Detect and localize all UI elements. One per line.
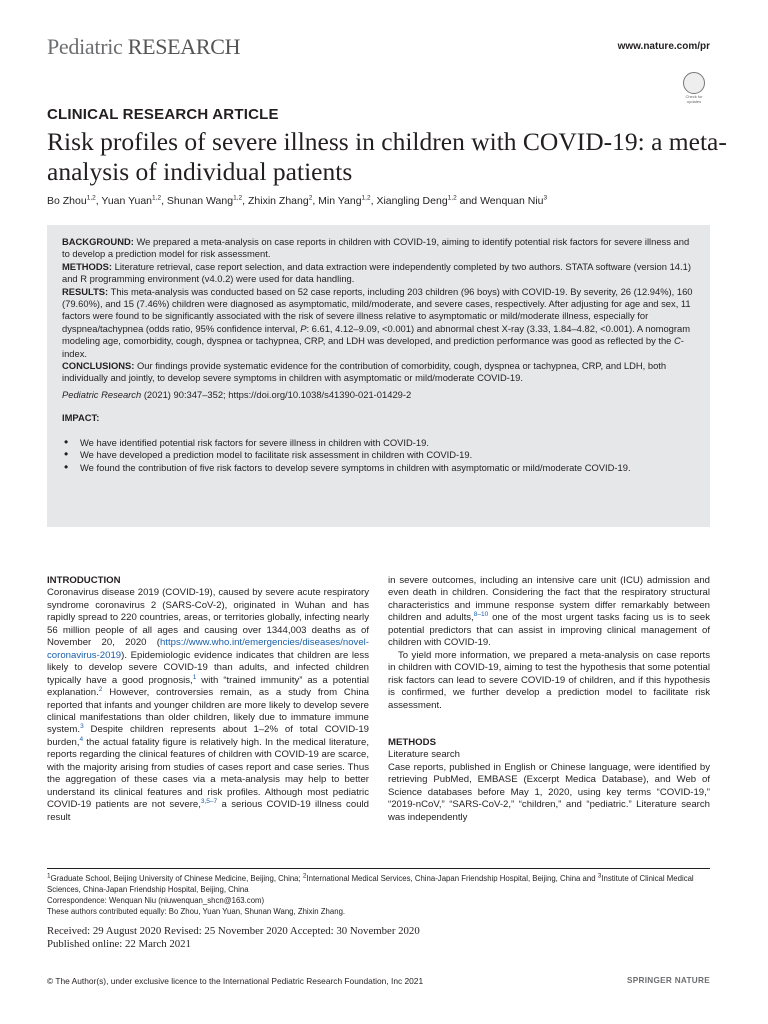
author-affiliation: 1,2: [233, 194, 243, 202]
body-text: one of the most urgent tasks facing us is to seek potential predictors that can assist in improving clinical management of children with COVID-19.: [388, 612, 710, 649]
results-c-symbol: C: [674, 335, 681, 347]
reference-link[interactable]: 3,5–7: [200, 797, 218, 805]
abstract-results: [62, 286, 698, 360]
reference-link[interactable]: 2: [98, 685, 103, 693]
author-affiliation: 2: [308, 194, 313, 202]
results-p-symbol: P: [300, 322, 307, 334]
body-text: a serious COVID-19 illness could result: [47, 799, 369, 823]
reference-link[interactable]: 3: [80, 723, 84, 731]
author: Xiangling Deng: [376, 195, 448, 207]
abstract-citation: [62, 389, 698, 401]
reference-link[interactable]: 4: [79, 735, 84, 743]
check-for-updates-badge[interactable]: [681, 72, 707, 104]
impact-heading: IMPACT:: [62, 412, 100, 424]
background-text: We prepared a meta-analysis on case reports in children with COVID-19, aiming to identify potential risk factors for severe illness and to develop a prediction model for risk assessment.: [62, 236, 690, 260]
body-text: Despite children represents about 1–2% of total COVID-19 burden,: [47, 724, 369, 748]
affiliation-number: 1: [47, 872, 51, 880]
journal-website[interactable]: www.nature.com/pr: [617, 41, 710, 52]
author-affiliation: 3: [543, 194, 548, 202]
author: Wenquan Niu: [480, 195, 544, 207]
affiliation-number: 2: [302, 872, 307, 880]
literature-search-text: Case reports, published in English or Chinese language, were identified by retrieving PubMed, EMBASE (Excerpt Medica Database), and Web of Science databases before May 1, 2020, using key terms “COVID-19,” “2019-nCoV,” “SARS-CoV-2,” “children,” and “pediatric.” Literature search was independently: [388, 761, 710, 823]
check-updates-icon: [683, 72, 705, 94]
results-label: RESULTS:: [62, 285, 109, 297]
body-column-left: [47, 575, 369, 824]
article-title: Risk profiles of severe illness in children with COVID-19: a meta-analysis of individual patients: [47, 127, 727, 186]
impact-item: • We have developed a prediction model to facilitate risk assessment in children with COVID-19.: [62, 449, 698, 461]
who-link[interactable]: https://www.who.int/emergencies/diseases/novel-coronavirus-2019: [47, 637, 369, 661]
affiliation-text: Graduate School, Beijing University of Chinese Medicine, Beijing, China;: [50, 874, 303, 883]
copyright-notice: © The Author(s), under exclusive licence to the International Pediatric Research Foundation, Inc 2021: [47, 976, 424, 986]
introduction-paragraph-2: To yield more information, we prepared a meta-analysis on case reports in children with COVID-19, aiming to test the hypothesis that some potential risk factors can lead to severe COVID-19 of children, and if this hypothesis is confirmed, we further develop a prediction model to facilitate risk assessment.: [388, 649, 710, 711]
introduction-heading: INTRODUCTION: [47, 575, 121, 586]
introduction-paragraph-1: [47, 587, 369, 824]
article-dates: [47, 925, 420, 951]
author-affiliation: 1,2: [86, 194, 96, 202]
authors-and: and: [459, 195, 478, 207]
body-text: with “trained immunity” as a potential explanation.: [47, 674, 370, 699]
journal-name: [47, 34, 240, 60]
methods-label: METHODS:: [62, 260, 112, 272]
body-text: ). Epidemiologic evidence indicates that children are less likely to develop severe COVID-19 than adults, and infected children typically have a good prognosis,: [47, 649, 369, 686]
affiliation-text: Institute of Clinical Medical Sciences, China-Japan Friendship Hospital, Beijing, China: [47, 874, 694, 894]
results-text: This meta-analysis was conducted based on 52 case reports, including 203 children (96 boys) with COVID-19. By severity, 26 (12.94%), 160 (79.60%), and 15 (7.46%) children were diagnosed as asymptomatic, mild/moderate, and severe cases, respectively. After adjusting for age and sex, 11 factors were found to be significantly associated with the risk of severe illness relative to asymptomatic or mild/moderate illness, especially for dyspnea/tachypnea (odds ratio, 95% confidence interval,: [62, 285, 693, 334]
correspondence: Correspondence: Wenquan Niu (niuwenquan_shcn@163.com): [47, 896, 265, 905]
article-category: CLINICAL RESEARCH ARTICLE: [47, 106, 279, 123]
author: Yuan Yuan: [101, 195, 153, 207]
conclusions-text: Our findings provide systematic evidence for the contribution of comorbidity, cough, dyspnea or tachypnea, CRP, and LDH, both individually and jointly, to develop severe symptoms in children with asymptomatic or mild/moderate COVID-19.: [62, 360, 667, 384]
results-text: : 6.61, 4.12–9.09, <0.001) and abnormal chest X-ray (3.33, 1.84–4.82, <0.001). A nomogram modeling age, comorbidity, cough, dyspnea or tachypnea, CRP, and LDH was developed, and prediction performance was good as reflected by the: [62, 322, 691, 347]
body-text: However, controversies remain, as a study from China reported that infants and younger children are more likely to develop severe clinical manifestations than older children, likely due to immature immune system.: [47, 687, 369, 736]
abstract-methods: [62, 261, 698, 286]
author-affiliation: 1,2: [152, 194, 162, 202]
impact-list: [62, 437, 698, 474]
footnote-divider: [47, 868, 710, 869]
body-text: the actual fatality figure is relatively high. In the medical literature, reports regarding the clinical features of children with COVID-19 are scarce, with the majority arising from studies of cases report and case series. Thus the aggregation of these cases via a meta-analysis may help to better understand its clinical features and risk profiles. Although most pediatric COVID-19 patients are not severe,: [47, 736, 369, 811]
affiliation-text: International Medical Services, China-Japan Friendship Hospital, Beijing, China and: [306, 874, 598, 883]
results-text: -index.: [62, 335, 684, 359]
abstract-background: [62, 236, 698, 261]
citation-journal: Pediatric Research: [62, 388, 142, 400]
reference-link[interactable]: 8–10: [473, 611, 489, 619]
background-label: BACKGROUND:: [62, 236, 134, 247]
citation-doi[interactable]: (2021) 90:347–352; https://doi.org/10.1038/s41390-021-01429-2: [143, 388, 412, 400]
journal-prefix: Pediatric: [47, 34, 123, 59]
equal-contribution: These authors contributed equally: Bo Zhou, Yuan Yuan, Shunan Wang, Zhixin Zhang.: [47, 907, 346, 916]
published-date: Published online: 22 March 2021: [47, 938, 191, 950]
check-updates-label: Check for updates: [685, 94, 703, 104]
author: Min Yang: [318, 195, 362, 207]
abstract-conclusions: [62, 360, 698, 385]
author-list: Bo Zhou$^{1,2}$, Yuan Yuan$^{1,2}$, Shunan Wang$^{1,2}$, Zhixin Zhang$^2$, Min Yang$^{1,2}$, Xiangling Deng$^{1,2}$ and Wenquan Niu$^3$: [47, 194, 548, 207]
journal-suffix: RESEARCH: [127, 34, 241, 59]
author: Zhixin Zhang: [247, 195, 309, 207]
conclusions-label: CONCLUSIONS:: [62, 360, 135, 372]
methods-heading: METHODS: [388, 736, 436, 748]
impact-item: • We have identified potential risk factors for severe illness in children with COVID-19.: [62, 437, 698, 449]
reference-link[interactable]: 1: [192, 673, 197, 681]
affiliation-number: 3: [597, 872, 602, 880]
received-dates: Received: 29 August 2020 Revised: 25 November 2020 Accepted: 30 November 2020: [47, 925, 420, 937]
author-affiliation: 1,2: [447, 194, 457, 202]
footnotes: [47, 873, 710, 917]
impact-item: • We found the contribution of five risk factors to develop severe symptoms in children with asymptomatic or mild/moderate COVID-19.: [62, 462, 698, 474]
body-column-right: [388, 575, 710, 824]
abstract-box: [47, 225, 710, 527]
methods-text: Literature retrieval, case report selection, and data extraction were independently completed by two authors. STATA software (version 14.1) and R programming environment (v4.0.2) were used for data handling.: [62, 260, 691, 285]
author: Shunan Wang: [166, 195, 234, 207]
affiliations: [47, 873, 710, 895]
author: Bo Zhou: [47, 195, 87, 207]
author-affiliation: 1,2: [361, 194, 371, 202]
literature-search-subheading: Literature search: [388, 749, 460, 761]
springer-nature-logo: SPRINGER NATURE: [626, 976, 710, 985]
introduction-continued: [388, 575, 710, 650]
body-text: in severe outcomes, including an intensive care unit (ICU) admission and even death in children. Considering the fact that the respiratory structural characteristics and immune response system differ remarkably between children and adults,: [388, 575, 710, 624]
body-text: Coronavirus disease 2019 (COVID-19), caused by severe acute respiratory syndrome coronavirus 2 (SARS-CoV-2), originated in Wuhan and has rapidly spread to 220 countries, areas, or territories globally, infecting nearly 56 million people of all ages and causing over 1344,003 deaths as of November 20, 2020 (: [47, 587, 369, 649]
